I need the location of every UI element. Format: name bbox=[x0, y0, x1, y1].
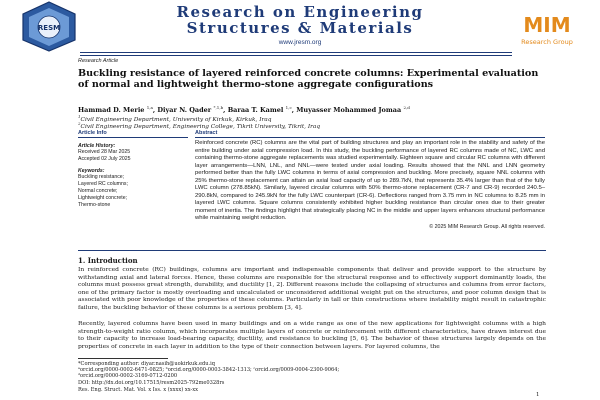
journal-url[interactable]: www.jresm.org bbox=[278, 39, 322, 46]
article-history-label: Article History: bbox=[78, 143, 116, 149]
keywords-label: Keywords: bbox=[78, 168, 105, 174]
author-affiliation-mark: *,1,b bbox=[213, 105, 224, 110]
keyword: Normal concrete; bbox=[78, 188, 118, 194]
abstract-divider bbox=[78, 250, 546, 251]
journal-header bbox=[95, 2, 505, 54]
affiliation-text: Civil Engineering Department, University of Kirkuk, Kirkuk, Iraq bbox=[80, 116, 272, 123]
author-name: Diyar N. Qader bbox=[157, 106, 212, 115]
author-name: Muyasser Mohammed Jomaa bbox=[296, 106, 402, 115]
keyword: Buckling resistance; bbox=[78, 174, 125, 180]
footnote-divider bbox=[78, 358, 168, 359]
abstract-text: Reinforced concrete (RC) columns are the vital part of building structures and play an important role in the stability and safety of the entire building under axial compression load. In this study, the buckling performance of layered RC columns made of NC, LWC and containing thermo-stone aggregate replacements was studied experimentally. Eighteen square and circular RC columns with different layer arrangements—LNN, LNL, and NNL—were tested under axial loading. Results showed that the NNL and LNN geometry performed better than the fully LWC columns in terms of axial compression and buckling. More precisely, square NNL columns with 25% thermo-stone replacement can attain an axial load capacity of up to 289.7kN, that represents 35.4% larger than that of the fully LWC column (278.85kN). Similarly, layered circular columns with 50% thermo-stone replacement (CR-7 and CR-9) recorded 240.5–290.8kN, compared to 245.9kN for the fully LWC counterpart (CR-6). Deflections ranged from 3.75 mm in NC columns to 8.25 mm in layered LWC columns. Square columns consistently exhibited higher buckling resistance than circular ones due to their greater moment of inertia. The findings highlight that strategically placing NC in the middle and upper layers enhances structural performance while maintaining weight reduction. bbox=[195, 140, 545, 222]
abstract-heading: Abstract bbox=[195, 130, 545, 138]
mim-logo-icon bbox=[508, 8, 586, 52]
accepted-date: Accepted 02 July 2025 bbox=[78, 156, 131, 162]
affiliation-text: Civil Engineering Department, Engineering College, Tikrit University, Tikrit, Iraq bbox=[80, 123, 321, 130]
orcid-line-2[interactable]: ᵈorcid.org/0000-0002-3169-0712-0200 bbox=[78, 373, 178, 379]
header-divider bbox=[80, 52, 512, 56]
affiliation-mark: 2 bbox=[78, 121, 81, 126]
author-list: Hammad D. Merie $^{1,a}$, Diyar N. Qader $^{*,1,b}$, Baraa T. Kamel $^{1,c}$, Muyasser Mohammed Jomaa $^{2,d}$ bbox=[78, 105, 410, 115]
article-type: Research Article bbox=[78, 58, 119, 64]
journal-title-line-2: Structures & Materials bbox=[186, 19, 414, 37]
received-date: Received 28 Mar 2025 bbox=[78, 149, 131, 155]
intro-paragraph-2: Recently, layered columns have been used in many buildings and on a wide range as one of the new applications for lightweight columns with a high strength-to-weight ratio column, which incorporates multiple layers of concrete or reinforcement with different characteristics, have drawn interest due to their capacity to increase load-bearing capacity, ductility, and resistance to buckling [5, 6]. The behavior of these structures largely depends on the properties of concrete in each layer in addition to the type of their connection between layers. For layered columns, the bbox=[78, 320, 546, 350]
keyword: Thermo-stone bbox=[78, 202, 111, 208]
copyright-notice: © 2025 MIM Research Group. All rights reserved. bbox=[429, 224, 545, 231]
section-heading: 1. Introduction bbox=[78, 256, 138, 265]
resm-logo-icon bbox=[18, 0, 80, 52]
abstract-section bbox=[195, 130, 545, 230]
doi-link[interactable]: DOI: http://dx.doi.org/10.17515/resm2025-792me0328rs bbox=[78, 380, 225, 386]
intro-paragraph-1: In reinforced concrete (RC) buildings, columns are important and indispensable components that deliver and provide support to the structure by withstanding axial and lateral forces. Hence, these columns are responsible for the structural response and to effectively support dominantly loads, the columns must possess great strength, durability, and ductility [1, 2]. Different reasons include the collapsing of structures and columns from error factors, one of the primary factor is mostly overloading and uncalculated or unconsidered additional weight put on the structures, and poor column design that is associated with poor knowledge of the properties of these columns. Particularly in tall or thin constructions where instability might result in catastrophic failure, the buckling behavior of these columns is a serious problem [3, 4]. bbox=[78, 266, 546, 311]
affiliation-mark: 1 bbox=[78, 114, 81, 119]
author-affiliation-mark: 2,d bbox=[403, 105, 410, 110]
author-name: Baraa T. Kamel bbox=[227, 106, 284, 115]
page-number: 1 bbox=[536, 392, 540, 398]
journal-title bbox=[95, 4, 505, 36]
corresponding-author[interactable]: *Corresponding author: diyar.nasih@uokirkuk.edu.iq bbox=[78, 361, 216, 367]
article-info bbox=[78, 130, 188, 209]
article-info-heading: Article Info bbox=[78, 130, 188, 138]
paper-title: Buckling resistance of layered reinforced concrete columns: Experimental evaluation of normal and lightweight thermo-stone aggregate configurations bbox=[78, 68, 539, 90]
mim-logo-text: MIM bbox=[523, 13, 571, 37]
keyword: Lightweight concrete; bbox=[78, 195, 128, 201]
mim-logo-subtitle: Research Group bbox=[521, 38, 573, 46]
author-affiliation-mark: 1,a bbox=[146, 105, 153, 110]
author-name: Hammad D. Merie bbox=[78, 106, 145, 115]
resm-logo-text: RESM bbox=[37, 24, 61, 32]
author-affiliation-mark: 1,c bbox=[285, 105, 292, 110]
journal-citation: Res. Eng. Struct. Mat. Vol. x Iss. x (xxxx) xx-xx bbox=[78, 387, 198, 393]
keyword: Layered RC columns; bbox=[78, 181, 128, 187]
orcid-line-1[interactable]: ᵃorcid.org/0000-0002-6471-0825; ᵇorcid.org/0000-0003-3842-1313; ᶜorcid.org/0009-0004-2300-9064; bbox=[78, 367, 340, 373]
journal-title-line-1: Research on Engineering bbox=[176, 3, 424, 21]
